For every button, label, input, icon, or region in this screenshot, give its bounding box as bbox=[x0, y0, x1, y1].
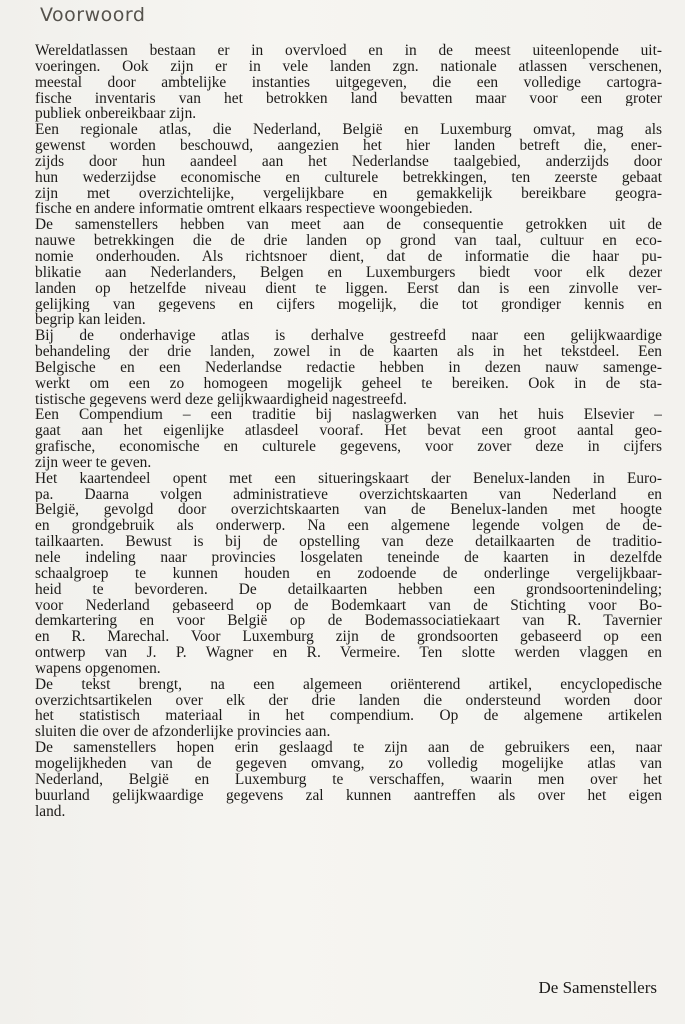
text-line: overzichtsartikelen over elk der drie landen die ondersteund worden door bbox=[35, 692, 662, 709]
text-line: schaalgroep te kunnen houden en zodoende de onderlinge vergelijkbaar- bbox=[35, 565, 662, 582]
text-line: en R. Marechal. Voor Luxemburg zijn de grondsoorten gebaseerd op een bbox=[35, 629, 662, 646]
text-line: gelijking van gegevens en cijfers mogelijk, die tot grondiger kennis en bbox=[35, 296, 662, 313]
page-title: Voorwoord bbox=[40, 4, 146, 26]
text-line: gewenst worden beschouwd, aangezien het hier landen betreft die, ener- bbox=[35, 138, 662, 154]
paragraph bbox=[35, 43, 662, 122]
paragraph bbox=[35, 407, 662, 470]
text-line: werkt om een zo homogeen mogelijk geheel te bereiken. Ook in de sta- bbox=[35, 375, 662, 392]
text-line: grafische, economische en culturele gegevens, voor zover deze in cijfers bbox=[35, 439, 662, 455]
text-line: zijds door hun aandeel aan het Nederlandse taalgebied, anderzijds door bbox=[35, 153, 662, 170]
text-line: fische inventaris van het betrokken land bevatten maar voor een groter bbox=[35, 90, 662, 107]
text-line: Wereldatlassen bestaan er in overvloed en in de meest uiteenlopende uit- bbox=[35, 43, 662, 59]
body-text bbox=[35, 43, 662, 819]
text-line: nauwe betrekkingen die de drie landen op grond van taal, cultuur en eco- bbox=[35, 233, 662, 249]
text-line: nomie onderhouden. Als richtsnoer dient, dat de informatie die haar pu- bbox=[35, 248, 662, 265]
text-line: De samenstellers hebben van meet aan de consequentie getrokken uit de bbox=[35, 217, 662, 234]
text-line: zijn met overzichtelijke, vergelijkbare en gemakkelijk bereikbare geogra- bbox=[35, 185, 662, 202]
text-line: tistische gegevens werd deze gelijkwaardigheid nagestreefd. bbox=[35, 391, 407, 408]
text-line: Het kaartendeel opent met een situeringskaart der Benelux-landen in Euro- bbox=[35, 470, 662, 487]
text-line: landen op hetzelfde niveau dient te liggen. Eerst dan is een zinvolle ver- bbox=[35, 280, 662, 297]
text-line: land. bbox=[35, 803, 66, 820]
paragraph bbox=[35, 740, 662, 819]
text-line: De samenstellers hopen erin geslaagd te zijn aan de gebruikers een, naar bbox=[35, 740, 662, 756]
paragraph bbox=[35, 122, 662, 217]
text-line: behandeling der drie landen, zowel in de kaarten als in het tekstdeel. Een bbox=[35, 344, 662, 360]
text-line: wapens opgenomen. bbox=[35, 660, 161, 677]
text-line: pa. Daarna volgen administratieve overzichtskaarten van Nederland en bbox=[35, 486, 662, 503]
paragraph bbox=[35, 328, 662, 407]
text-line: begrip kan leiden. bbox=[35, 312, 146, 329]
text-line: ontwerp van J. P. Wagner en R. Vermeire. Ten slotte werden vlaggen en bbox=[35, 645, 662, 661]
text-line: tailkaarten. Bewust is bij de opstelling van deze detailkaarten de traditio- bbox=[35, 534, 662, 550]
text-line: fische en andere informatie omtrent elkaars respectieve woongebieden. bbox=[35, 201, 473, 218]
text-line: De tekst brengt, na een algemeen oriënterend artikel, encyclopedische bbox=[35, 676, 662, 693]
text-line: voeringen. Ook zijn er in vele landen zgn. nationale atlassen verschenen, bbox=[35, 58, 662, 75]
text-line: Belgische en een Nederlandse redactie hebben in dezen nauw samenge- bbox=[35, 359, 662, 376]
text-line: mogelijkheden van de gegeven omvang, zo volledig mogelijke atlas van bbox=[35, 755, 662, 772]
text-line: buurland gelijkwaardige gegevens zal kunnen aantreffen als over het eigen bbox=[35, 787, 662, 804]
text-line: publiek onbereikbaar zijn. bbox=[35, 106, 197, 123]
text-line: voor Nederland gebaseerd op de Bodemkaart van de Stichting voor Bo- bbox=[35, 597, 662, 614]
paragraph bbox=[35, 677, 662, 740]
text-line: hun wederzijdse economische en culturele betrekkingen, ten zeerste gebaat bbox=[35, 169, 662, 186]
text-line: het statistisch materiaal in het compendium. Op de algemene artikelen bbox=[35, 708, 662, 725]
paragraph bbox=[35, 471, 662, 677]
text-line: demkartering en voor België op de Bodemassociatiekaart van R. Tavernier bbox=[35, 613, 662, 630]
text-line: Een Compendium – een traditie bij naslagwerken van het huis Elsevier – bbox=[35, 407, 662, 424]
text-line: zijn weer te geven. bbox=[35, 454, 152, 471]
text-line: sluiten die over de afzonderlijke provincies aan. bbox=[35, 724, 331, 741]
paragraph bbox=[35, 217, 662, 328]
text-line: heid te bevorderen. De detailkaarten hebben een grondsoortenindeling; bbox=[35, 581, 662, 598]
text-line: gaat aan het eigenlijke atlasdeel vooraf. Het bevat een groot aantal geo- bbox=[35, 423, 662, 440]
text-line: België, gevolgd door overzichtskaarten van de Benelux-landen met hoogte bbox=[35, 502, 662, 519]
text-line: nele indeling naar provincies losgelaten teneinde de kaarten in dezelfde bbox=[35, 550, 662, 566]
text-line: meestal door ambtelijke instanties uitgegeven, die een volledige cartogra- bbox=[35, 74, 662, 91]
text-line: Een regionale atlas, die Nederland, België en Luxemburg omvat, mag als bbox=[35, 122, 662, 139]
signature: De Samenstellers bbox=[538, 978, 657, 997]
text-line: en grondgebruik als onderwerp. Na een algemene legende volgen de de- bbox=[35, 518, 662, 535]
text-line: blikatie aan Nederlanders, Belgen en Luxemburgers biedt voor elk dezer bbox=[35, 264, 662, 281]
text-line: Bij de onderhavige atlas is derhalve gestreefd naar een gelijkwaardige bbox=[35, 328, 662, 345]
text-line: Nederland, België en Luxemburg te verschaffen, waarin men over het bbox=[35, 771, 662, 788]
